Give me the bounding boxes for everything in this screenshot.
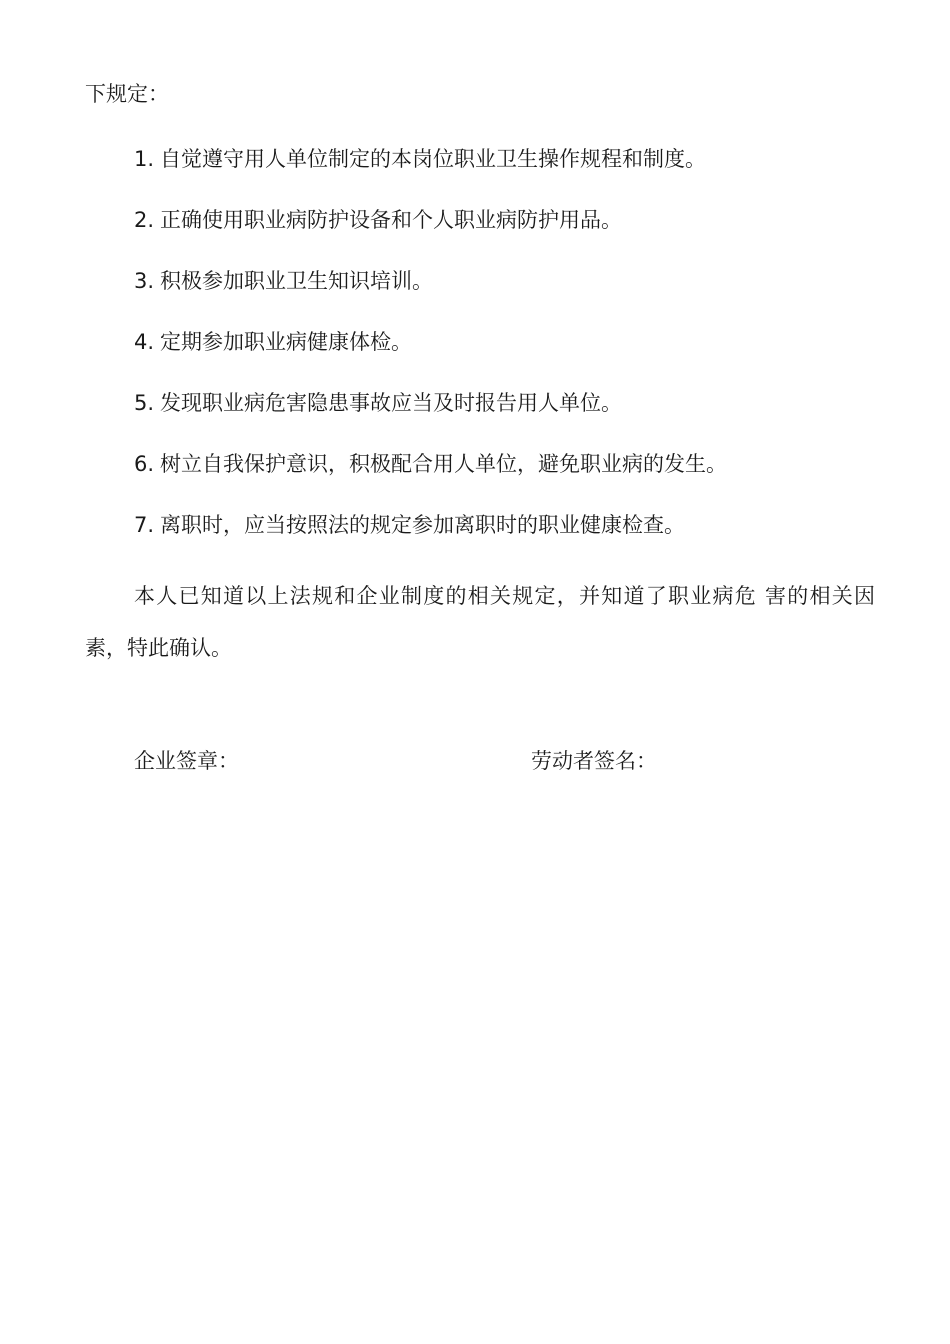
list-item-number: 3. — [134, 269, 155, 293]
list-item — [134, 511, 685, 539]
list-item — [134, 206, 622, 234]
list-item-number: 2. — [134, 208, 155, 232]
list-item — [134, 389, 622, 417]
list-item-text: 积极参加职业卫生知识培训。 — [160, 269, 434, 293]
confirmation-paragraph: 本人已知道以上法规和企业制度的相关规定，并知道了职业病危 害的相关因素，特此确认。 — [85, 584, 875, 660]
list-item-number: 6. — [134, 452, 155, 476]
list-item-text: 自觉遵守用人单位制定的本岗位职业卫生操作规程和制度。 — [160, 147, 707, 171]
enterprise-seal-label: 企业签章： — [134, 749, 239, 773]
list-item — [134, 328, 412, 356]
list-item-number: 1. — [134, 147, 155, 171]
list-item — [134, 450, 727, 478]
list-item-text: 离职时，应当按照法的规定参加离职时的职业健康检查。 — [160, 513, 686, 537]
list-item — [134, 267, 433, 295]
list-item-text: 定期参加职业病健康体检。 — [160, 330, 413, 354]
intro-text: 下规定： — [85, 82, 169, 106]
list-item-text: 正确使用职业病防护设备和个人职业病防护用品。 — [160, 208, 623, 232]
list-item-text: 树立自我保护意识，积极配合用人单位，避免职业病的发生。 — [160, 452, 728, 476]
worker-signature-label: 劳动者签名： — [531, 749, 657, 773]
list-item — [134, 145, 706, 173]
list-item-number: 7. — [134, 513, 155, 537]
list-item-text: 发现职业病危害隐患事故应当及时报告用人单位。 — [160, 391, 623, 415]
list-item-number: 5. — [134, 391, 155, 415]
list-item-number: 4. — [134, 330, 155, 354]
